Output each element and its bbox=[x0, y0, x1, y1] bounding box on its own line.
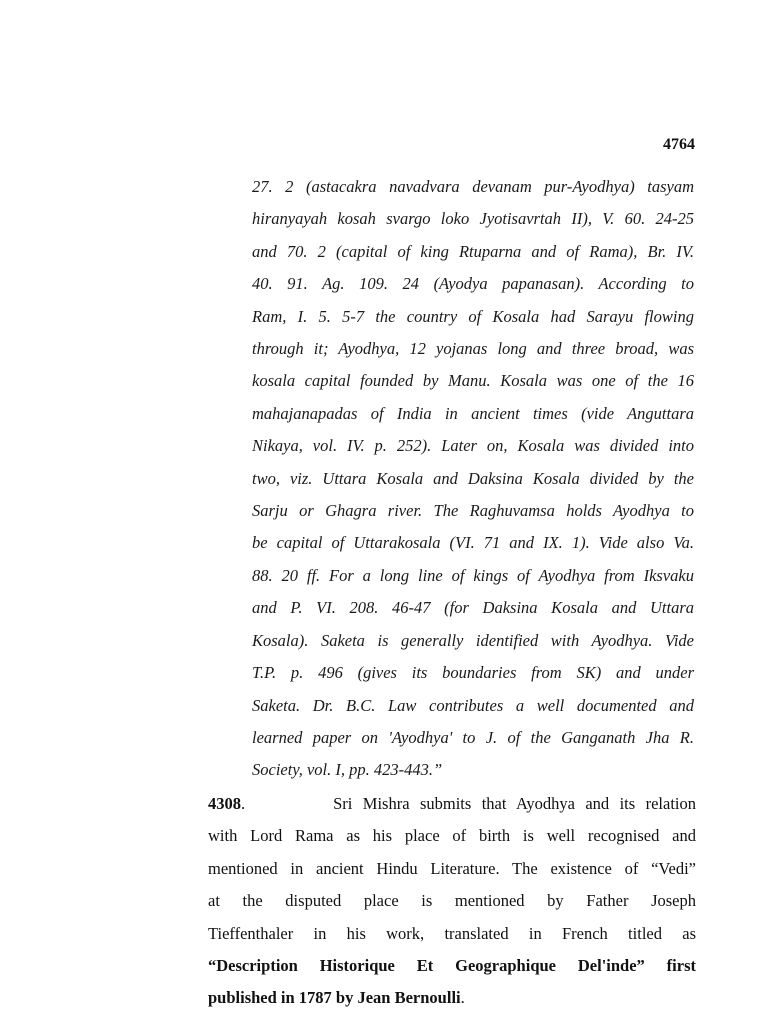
quote-line: Society, vol. I, pp. 423-443.” bbox=[252, 760, 443, 780]
quote-line: 27. 2 (astacakra navadvara devanam pur-Ayodhya) tasyam bbox=[252, 177, 694, 196]
quote-line: two, viz. Uttara Kosala and Daksina Kosala divided by the bbox=[252, 468, 694, 488]
paragraph-number: 4308 bbox=[208, 794, 241, 813]
paragraph-line: Tieffenthaler in his work, translated in French titled as bbox=[208, 923, 696, 943]
quote-line: hiranyayah kosah svargo loko Jyotisavrtah II), V. 60. 24-25 bbox=[252, 209, 694, 229]
quote-line: Sarju or Ghagra river. The Raghuvamsa holds Ayodhya to bbox=[252, 501, 694, 521]
paragraph-number-punct: . bbox=[241, 794, 246, 813]
quote-line: learned paper on 'Ayodhya' to J. of the Ganganath Jha R. bbox=[252, 727, 694, 747]
paragraph-line-text: Sri Mishra submits that Ayodhya and its relation bbox=[333, 794, 696, 813]
paragraph-title-line: “Description Historique Et Geographique Del'inde” first bbox=[208, 956, 696, 976]
quote-line: Saketa. Dr. B.C. Law contributes a well documented and bbox=[252, 695, 694, 715]
quote-line: 88. 20 ff. For a long line of kings of Ayodhya from Iksvaku bbox=[252, 565, 694, 585]
quote-line: Nikaya, vol. IV. p. 252). Later on, Kosala was divided into bbox=[252, 436, 694, 456]
page-number: 4764 bbox=[663, 136, 695, 153]
paragraph-line: mentioned in ancient Hindu Literature. The existence of “Vedi” bbox=[208, 858, 696, 878]
paragraph-end-punct: . bbox=[460, 988, 465, 1008]
quote-line: mahajanapadas of India in ancient times (vide Anguttara bbox=[252, 403, 694, 423]
paragraph-line: at the disputed place is mentioned by Father Joseph bbox=[208, 891, 696, 911]
quote-line: through it; Ayodhya, 12 yojanas long and three broad, was bbox=[252, 339, 694, 359]
paragraph-title-end: published in 1787 by Jean Bernoulli bbox=[208, 988, 461, 1008]
paragraph-last-line bbox=[208, 982, 696, 1014]
paragraph-first-line bbox=[208, 788, 696, 820]
quote-line: be capital of Uttarakosala (VI. 71 and IX. 1). Vide also Va. bbox=[252, 533, 694, 553]
block-quotation bbox=[252, 171, 694, 787]
quote-line: and P. VI. 208. 46-47 (for Daksina Kosala and Uttara bbox=[252, 598, 694, 618]
paragraph-line: with Lord Rama as his place of birth is well recognised and bbox=[208, 826, 696, 846]
quote-line: Ram, I. 5. 5-7 the country of Kosala had Sarayu flowing bbox=[252, 306, 694, 326]
quote-line: Kosala). Saketa is generally identified with Ayodhya. Vide bbox=[252, 630, 694, 650]
quote-line: 40. 91. Ag. 109. 24 (Ayodya papanasan). According to bbox=[252, 274, 694, 294]
quote-line: T.P. p. 496 (gives its boundaries from SK) and under bbox=[252, 663, 694, 683]
paragraph-4308 bbox=[208, 788, 696, 1015]
quote-line: kosala capital founded by Manu. Kosala was one of the 16 bbox=[252, 371, 694, 391]
quote-line: and 70. 2 (capital of king Rtuparna and of Rama), Br. IV. bbox=[252, 241, 694, 261]
